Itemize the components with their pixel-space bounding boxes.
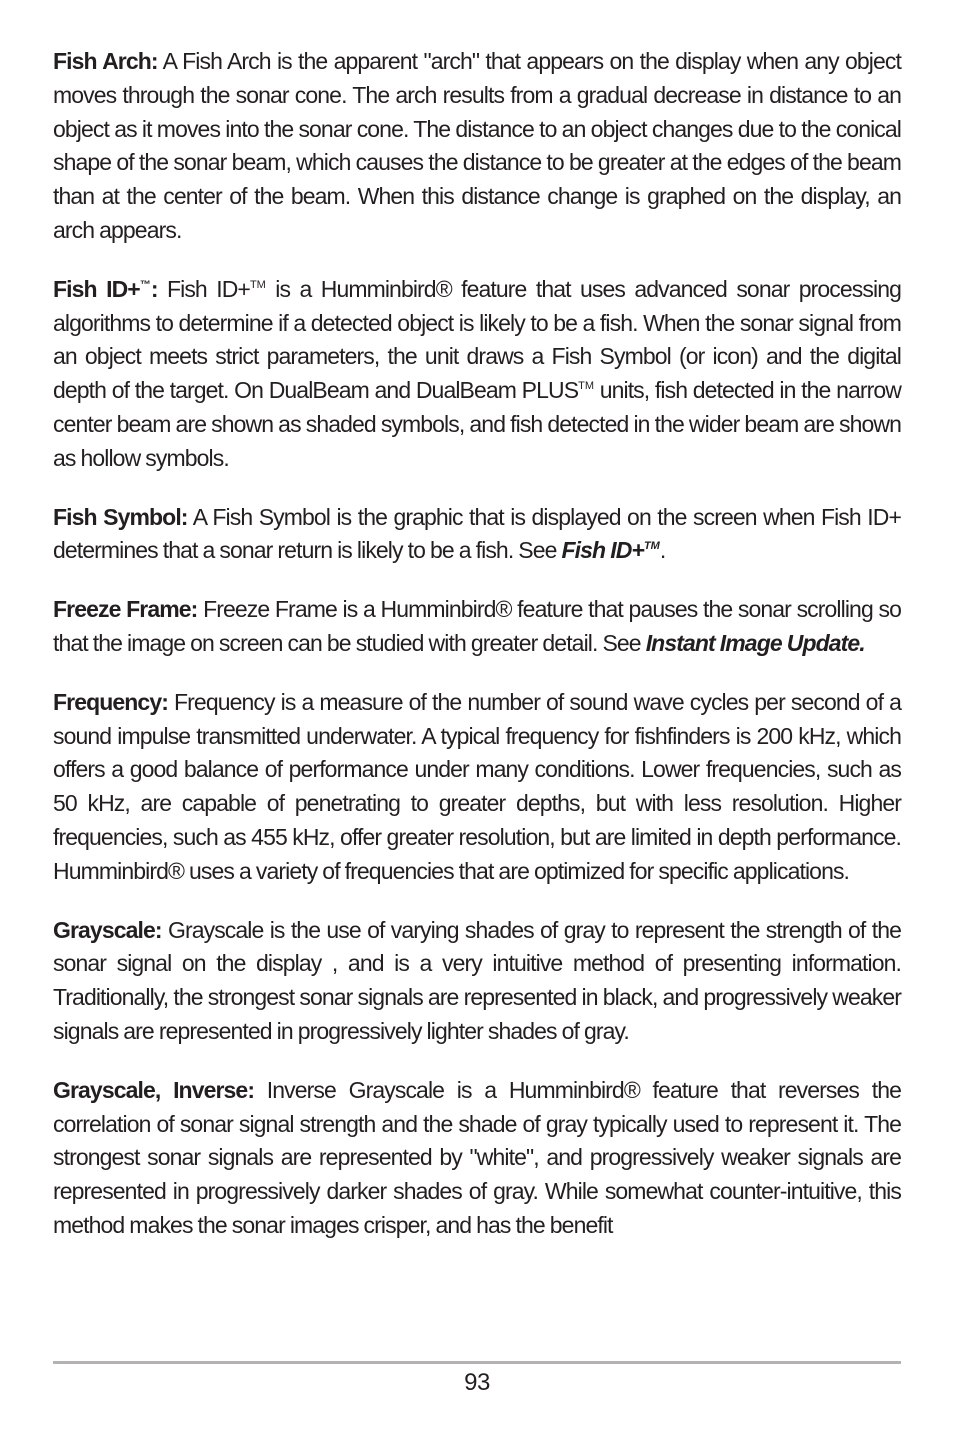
glossary-entry-grayscale-inverse	[53, 1074, 901, 1243]
term-frequency: Frequency:	[53, 688, 168, 715]
definition-grayscale: Grayscale is the use of varying shades of gray to represent the strength of the sonar signal on the display , and is a very intuitive method of presenting information. Traditionally, the strongest sonar signals are represented in black, and progressively weaker signals are represented in progressively lighter shades of gray.	[53, 916, 901, 1044]
term-fish-id-label: Fish ID+	[53, 275, 140, 302]
cross-reference-instant-image-update[interactable]: Instant Image Update.	[645, 629, 865, 656]
definition-fish-arch: A Fish Arch is the apparent "arch" that appears on the display when any object moves through the sonar cone. The arch results from a gradual decrease in distance to an object as it moves into the sonar cone. The distance to an object changes due to the conical shape of the sonar beam, which causes the distance to be greater at the edges of the beam than at the center of the beam. When this distance change is graphed on the display, an arch appears.	[53, 48, 901, 243]
glossary-page	[53, 45, 901, 1268]
term-grayscale-inverse: Grayscale, Inverse:	[53, 1076, 255, 1103]
glossary-entry-fish-arch	[53, 45, 901, 248]
glossary-entry-freeze-frame	[53, 593, 901, 661]
term-fish-arch: Fish Arch:	[53, 48, 158, 74]
trademark-mark: TM	[643, 540, 660, 553]
definition-freeze-frame: Freeze Frame is a Humminbird® feature that pauses the sonar scrolling so that the image on screen can be studied with greater detail. See	[53, 596, 901, 656]
definition-end: .	[659, 537, 666, 564]
page-number: 93	[464, 1369, 490, 1396]
cross-reference-label: Fish ID+	[561, 537, 644, 564]
definition-frequency: Frequency is a measure of the number of sound wave cycles per second of a sound impulse transmitted underwater. A typical frequency for fishfinders is 200 kHz, which offers a good balance of performance under many conditions. Lower frequencies, such as 50 kHz, are capable of penetrating to greater depths, but with less resolution. Higher frequencies, such as 455 kHz, offer greater resolution, but are limited in depth performance. Humminbird® uses a variety of frequencies that are optimized for specific applications.	[53, 688, 901, 884]
trademark-mark: TM	[578, 380, 595, 393]
term-freeze-frame: Freeze Frame:	[53, 596, 198, 623]
definition-fish-symbol: A Fish Symbol is the graphic that is displayed on the screen when Fish ID+ determines that a sonar return is likely to be a fish. See	[53, 503, 901, 564]
glossary-entry-fish-id	[53, 273, 901, 476]
term-grayscale: Grayscale:	[53, 916, 162, 943]
definition-fish-id-part-3: units, fish detected in the narrow center beam are shown as shaded symbols, and fish detected in the wider beam are shown as hollow symbols.	[53, 377, 901, 471]
glossary-entry-frequency	[53, 686, 901, 889]
term-fish-symbol: Fish Symbol:	[53, 503, 188, 530]
footer-divider	[53, 1361, 901, 1364]
term-fish-id-colon: :	[150, 275, 158, 302]
term-fish-id	[53, 276, 158, 302]
glossary-entry-fish-symbol	[53, 501, 901, 569]
definition-fish-id-part-2: is a Humminbird® feature that uses advanced sonar processing algorithms to determine if a detected object is likely to be a fish. When the sonar signal from an object meets strict parameters, the unit draws a Fish Symbol (or icon) and the digital depth of the target. On DualBeam and DualBeam PLUS	[53, 275, 901, 404]
trademark-mark: TM	[249, 278, 266, 291]
definition-fish-id-part-1: Fish ID+	[157, 275, 250, 302]
cross-reference-fish-id[interactable]	[562, 537, 660, 563]
glossary-entry-grayscale	[53, 914, 901, 1049]
trademark-mark: ™	[139, 278, 151, 291]
definition-grayscale-inverse: Inverse Grayscale is a Humminbird® feature that reverses the correlation of sonar signal strength and the shade of gray typically used to represent it. The strongest sonar signals are represented by "white", and progressively weaker signals are represented in progressively darker shades of gray. While somewhat counter-intuitive, this method makes the sonar images crisper, and has the benefit	[53, 1076, 901, 1238]
